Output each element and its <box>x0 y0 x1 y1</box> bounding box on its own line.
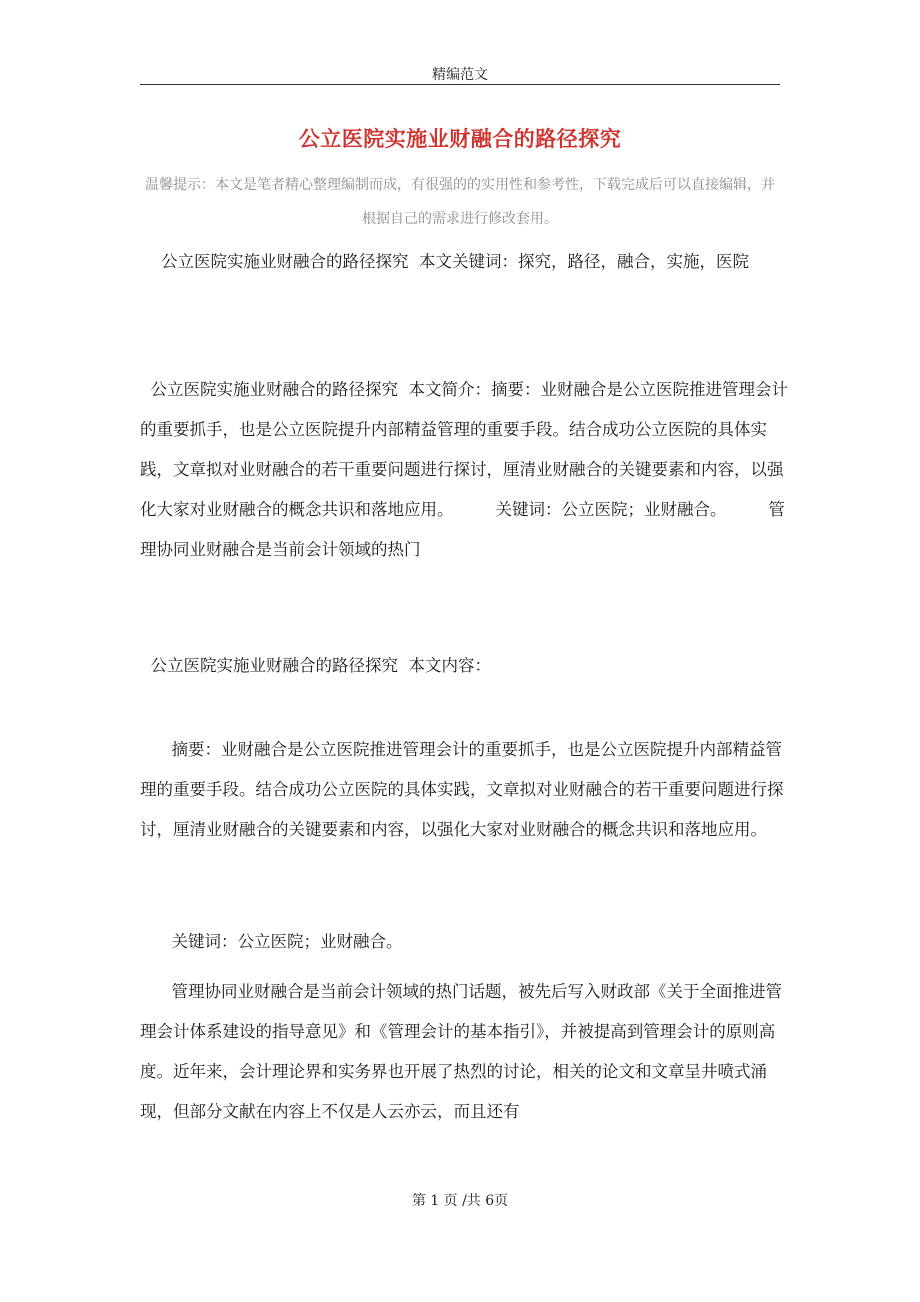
download-tip: 温馨提示：本文是笔者精心整理编制而成，有很强的的实用性和参考性，下载完成后可以直接编辑，并根据自己的需求进行修改套用。 <box>145 177 775 227</box>
intro-paragraph: 公立医院实施业财融合的路径探究 本文简介：摘要：业财融合是公立医院推进管理会计的重要抓手，也是公立医院提升内部精益管理的重要手段。结合成功公立医院的具体实践，文章拟对业财融合的若干重要问题进行探讨，厘清业财融合的关键要素和内容，以强化大家对业财融合的概念共识和落地应用。 关键词：公立医院；业财融合。 管理协同业财融合是当前会计领域的热门 <box>140 380 788 559</box>
content-heading: 公立医院实施业财融合的路径探究 本文内容： <box>140 656 491 675</box>
keywords-line: 关键词：公立医院；业财融合。 <box>140 932 403 951</box>
keywords-paragraph: 公立医院实施业财融合的路径探究 本文关键词：探究，路径，融合，实施，医院 <box>140 252 749 271</box>
header-divider <box>140 84 780 85</box>
page-footer: 第 1 页 /共 6页 <box>411 1193 509 1209</box>
document-title: 公立医院实施业财融合的路径探究 <box>298 127 622 151</box>
page-header: 精编范文 <box>432 67 488 83</box>
body-paragraph: 管理协同业财融合是当前会计领域的热门话题，被先后写入财政部《关于全面推进管理会计体系建设的指导意见》和《管理会计的基本指引》，并被提高到管理会计的原则高度。近年来，会计理论界和实务界也开展了热烈的讨论，相关的论文和文章呈井喷式涌现，但部分文献在内容上不仅是人云亦云，而且还有 <box>140 982 782 1121</box>
abstract-paragraph: 摘要：业财融合是公立医院推进管理会计的重要抓手，也是公立医院提升内部精益管理的重要手段。结合成功公立医院的具体实践，文章拟对业财融合的若干重要问题进行探讨，厘清业财融合的关键要素和内容，以强化大家对业财融合的概念共识和落地应用。 <box>140 740 784 839</box>
